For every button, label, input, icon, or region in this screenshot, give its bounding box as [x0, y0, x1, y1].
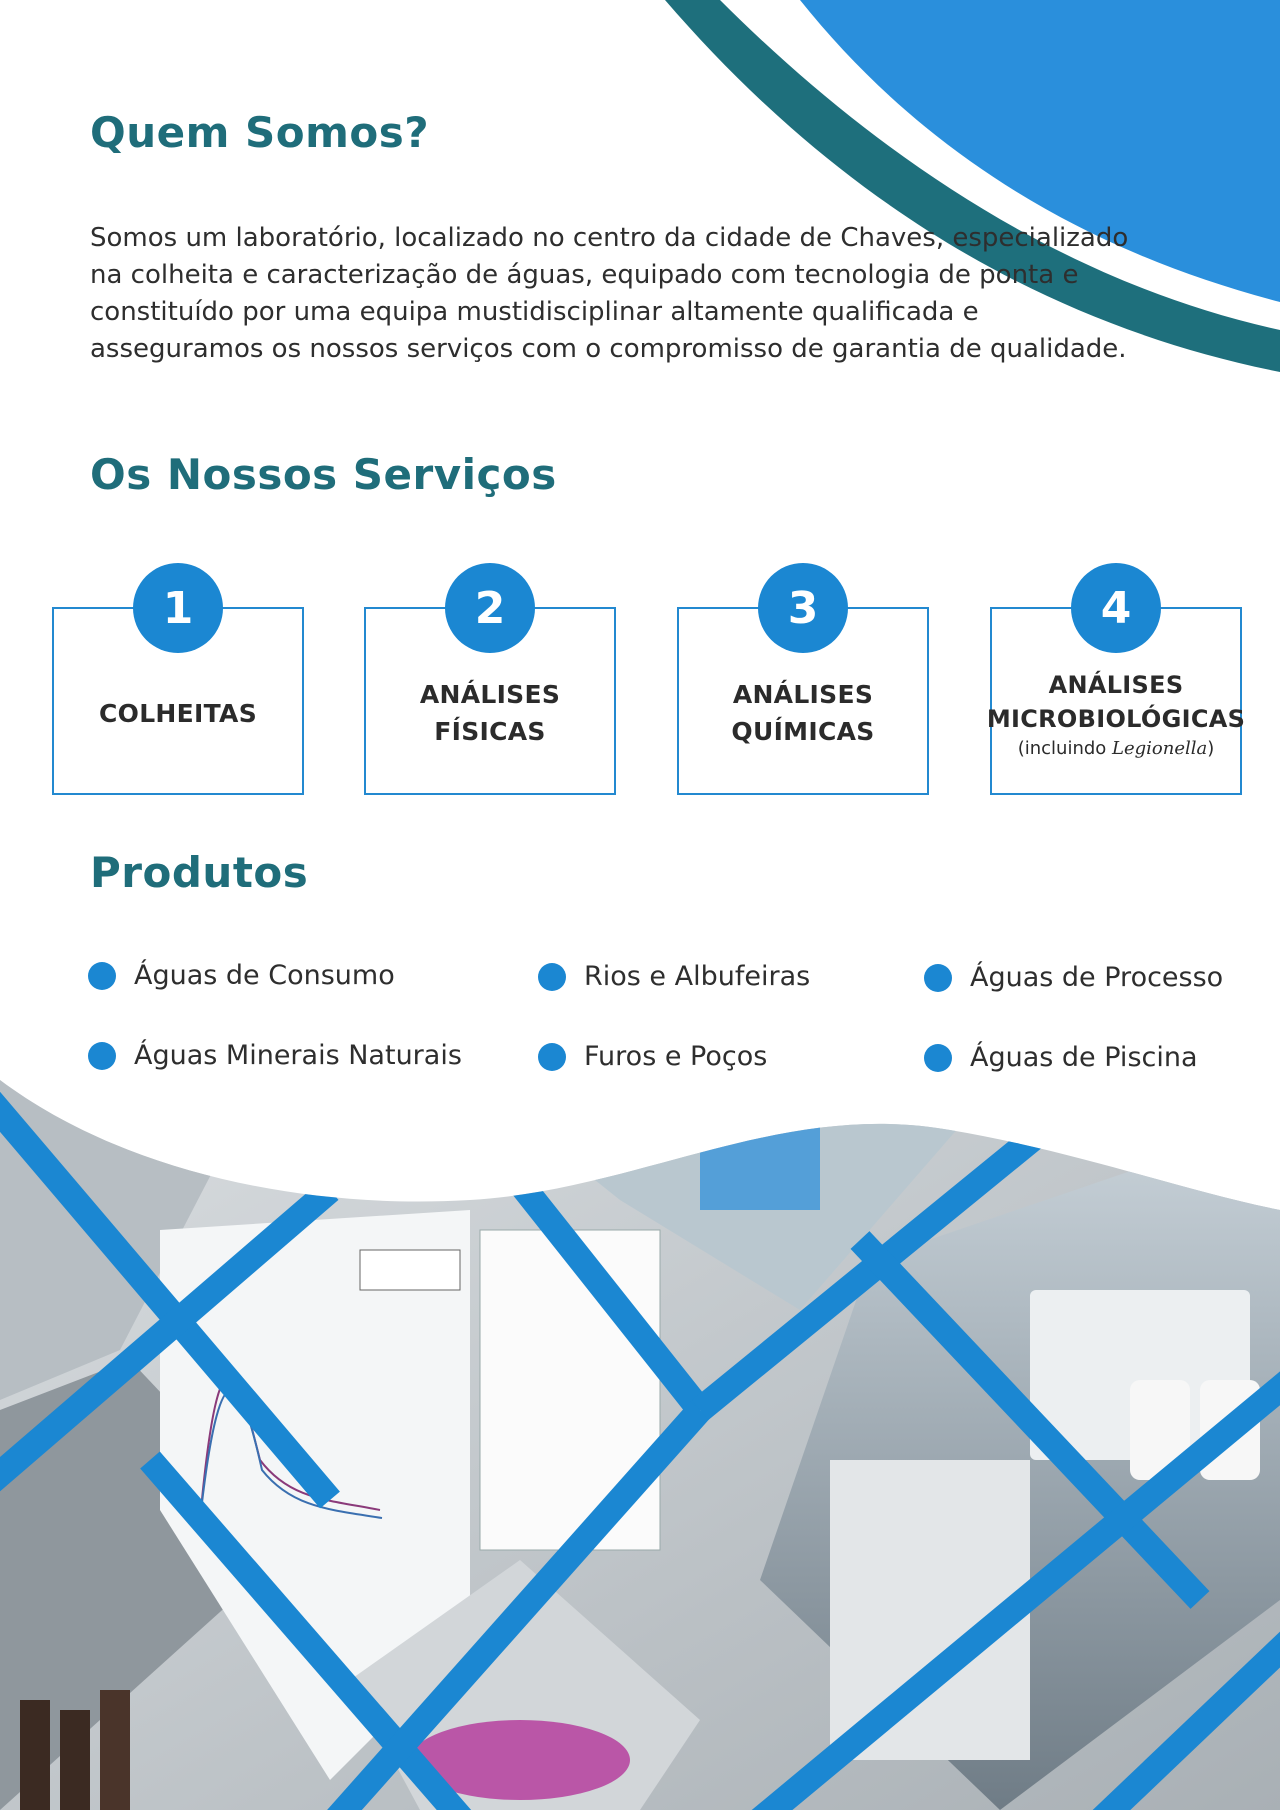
product-label: Águas Minerais Naturais — [134, 1040, 462, 1071]
product-label: Águas de Processo — [970, 962, 1224, 993]
services-title: Os Nossos Serviços — [90, 450, 557, 499]
about-title: Quem Somos? — [90, 108, 430, 157]
product-label: Furos e Poços — [584, 1041, 768, 1072]
service-card-colheitas — [52, 582, 304, 795]
about-paragraph: Somos um laboratório, localizado no centro da cidade de Chaves, especializado na colheita e caracterização de águas, equipado com tecnologia de ponta e constituído por uma equipa mustidisciplinar altamente qualificada e asseguramos os nossos serviços com o compromisso de garantia de qualidade. — [90, 223, 1129, 364]
product-label: Águas de Consumo — [134, 960, 395, 991]
product-label: Águas de Piscina — [970, 1042, 1198, 1073]
bullet-dot-icon — [924, 1044, 952, 1072]
service-label: ANÁLISES MICROBIOLÓGICAS — [986, 670, 1246, 733]
service-label: ANÁLISES QUÍMICAS — [731, 680, 875, 746]
service-label: COLHEITAS — [99, 698, 257, 728]
bullet-dot-icon — [924, 964, 952, 992]
product-label: Rios e Albufeiras — [584, 961, 811, 992]
service-number-badge: 2 — [445, 563, 535, 653]
product-item — [538, 1041, 767, 1072]
legionella-italic: Legionella — [1112, 737, 1208, 759]
product-item — [88, 1040, 462, 1071]
service-number-badge: 1 — [133, 563, 223, 653]
bullet-dot-icon — [538, 1043, 566, 1071]
bullet-dot-icon — [88, 1042, 116, 1070]
service-card-analises-fisicas — [364, 582, 616, 795]
service-card-analises-microbiologicas — [986, 582, 1246, 795]
service-label: ANÁLISES FÍSICAS — [419, 680, 561, 746]
service-number-badge: 4 — [1071, 563, 1161, 653]
service-number-badge: 3 — [758, 563, 848, 653]
service-note: (incluindo Legionella) — [1017, 737, 1215, 759]
bullet-dot-icon — [538, 963, 566, 991]
lab-photo-collage — [0, 1080, 1280, 1810]
products-title: Produtos — [90, 848, 309, 897]
product-item — [924, 1042, 1198, 1073]
product-item — [88, 960, 395, 991]
product-item — [924, 962, 1223, 993]
bullet-dot-icon — [88, 962, 116, 990]
service-card-analises-quimicas — [677, 582, 929, 795]
product-item — [538, 961, 810, 992]
